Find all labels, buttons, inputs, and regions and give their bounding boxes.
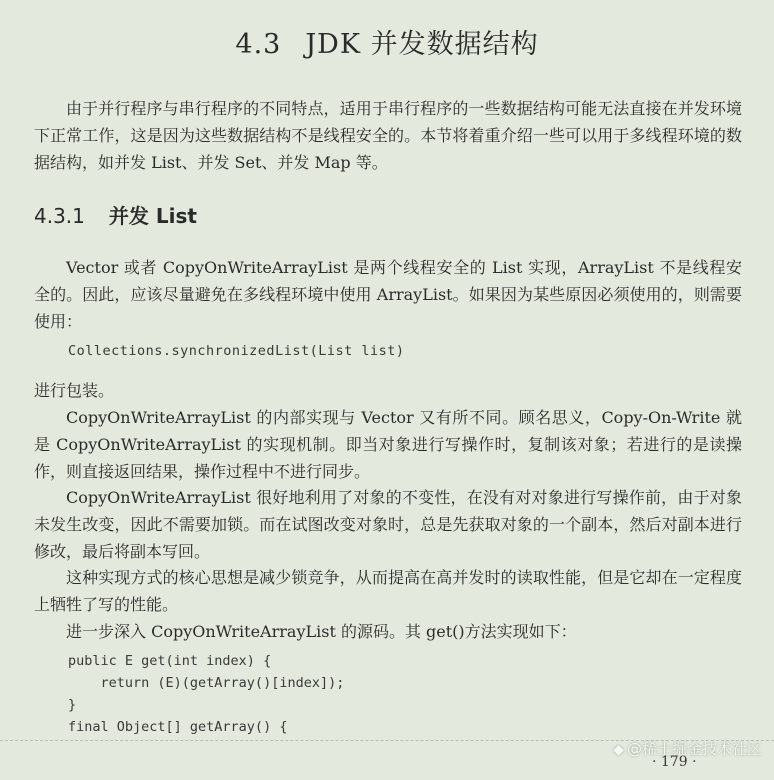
- section-number: 4.3.1: [34, 204, 85, 228]
- section-heading: [34, 200, 197, 229]
- paragraph-thread-safe-lists: Vector 或者 CopyOnWriteArrayList 是两个线程安全的 List 实现，ArrayList 不是线程安全的。因此，应该尽量避免在多线程环境中使用 ArrayList。如果因为某些原因必须使用的，则需要使用：: [34, 258, 742, 331]
- code-synchronized-list: Collections.synchronizedList(List list): [68, 343, 405, 359]
- code-get-method: public E get(int index) { return (E)(getArray()[index]); } final Object[] getArray() {: [68, 653, 345, 735]
- paragraph-source-intro: 进一步深入 CopyOnWriteArrayList 的源码。其 get()方法实现如下：: [66, 622, 577, 641]
- page-number: · 179 ·: [652, 754, 697, 770]
- paragraph-copy-on-write: CopyOnWriteArrayList 的内部实现与 Vector 又有所不同。顾名思义，Copy-On-Write 就是 CopyOnWriteArrayList 的实现机制。即当对象进行写操作时，复制该对象；若进行的是读操作，则直接返回结果，操作过程中不进行同步。: [34, 408, 742, 481]
- paragraph-immutability: CopyOnWriteArrayList 很好地利用了对象的不变性，在没有对对象进行写操作前，由于对象未发生改变，因此不需要加锁。而在试图改变对象时，总是先获取对象的一个副本，然后对副本进行修改，最后将副本写回。: [34, 488, 742, 561]
- watermark-text: @稀土掘金技术社区: [626, 740, 762, 758]
- juejin-logo-icon: ◆: [613, 742, 624, 758]
- chapter-number: 4.3: [235, 29, 282, 60]
- paragraph-lock-contention: 这种实现方式的核心思想是减少锁竞争，从而提高在高并发时的读取性能，但是它却在一定程度上牺牲了写的性能。: [34, 568, 742, 614]
- chapter-title-text: JDK 并发数据结构: [305, 29, 539, 60]
- chapter-heading: [0, 22, 774, 61]
- intro-paragraph: 由于并行程序与串行程序的不同特点，适用于串行程序的一些数据结构可能无法直接在并发环境下正常工作，这是因为这些数据结构不是线程安全的。本节将着重介绍一些可以用于多线程环境的数据结构，如并发 List、并发 Set、并发 Map 等。: [34, 99, 742, 172]
- paragraph-wrap: 进行包装。: [34, 381, 115, 400]
- section-title-text: 并发 List: [108, 204, 197, 228]
